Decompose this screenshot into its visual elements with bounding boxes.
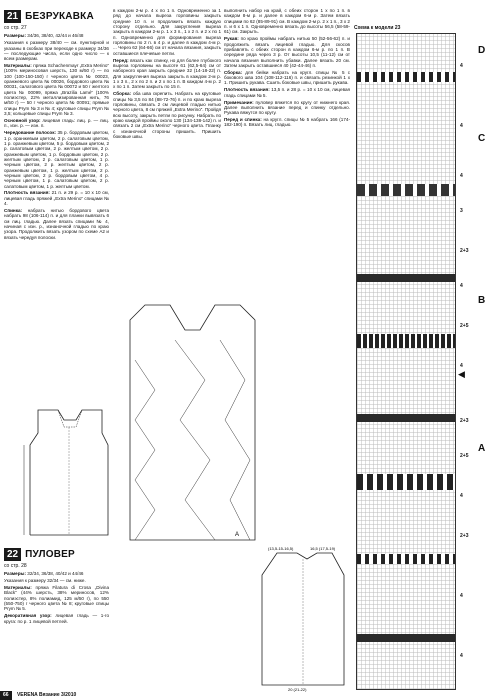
row-mark: 4 [460,493,463,499]
see-page: со стр. 27 [4,25,27,31]
column-2 [113,8,221,141]
chart-band [357,72,455,82]
sleeve-paragraph: Рукав: по краю проймы набрать нитью 50 (52-56-62) п. и продолжить вязать лицевой гладью. Для скосов прибавлять с обеих сторон в каждом 6-м р. по 1 п. В середине ряда через 3 р. От высоты 10,5 (11-12) см от начала вязания выполнить убавки. Далее вязать 20 см. Затем закрыть оставшиеся 40 (42-44-46) п. [224,36,351,68]
chart-letter: C [478,133,486,144]
front-paragraph: Перед: вязать как спинку, но для более глубокого выреза горловины на высоте 61 (62,5-64) см от наборного края закрыть средние 32 (14-18-22) п. Для закругления выреза закрыть в каждом 2-м р. 1 x 3 п., 2 x по 2 п. и 2 x по 1 п. В каждом 4-м р. 2 x по 1 п. Затем закрыть по 15 п. [113,57,221,90]
row-mark: 4 [460,593,463,599]
pattern-outline [130,305,255,540]
row-mark: 2+3 [460,248,469,254]
stripes-paragraph: Чередование полосок: 35 р. бордовым цветом, 1 р. оранжевым цветом, 2 р. салатовым цветом, 1 р. оранжевым цветом, 5 р. бордовым цветом, 2 р. салатовым цветом, 2 р. желтым цветом, 2 р. оранжевым цветом, 1 р. бордовым цветом, 2 р. желтым цветом, 2 р. салатовым цветом, 1 р. черным цветом, 2 р. желтым цветом, 2 р. оранжевым цветом, 1 р. желтым цветом, 2 р. черным цветом, 2 р. бордовым цветом, 4 р. черным цветом, 1 р. салатовым цветом, 2 р. салатовым цветом, 1 р. желтым цветом. [4,130,110,189]
dim-top-2: 16,5 (17,5-19) [310,546,336,551]
row-mark: 4 [460,173,463,179]
row-mark: 4 [460,283,463,289]
section-header-22 [4,548,109,561]
zigzag-3 [220,340,250,540]
dim-top: (13,5-15-16,5) [268,546,294,551]
chart-band [357,184,455,196]
figure-label-a: A [235,532,240,538]
assembly-paragraph: Сборка: оба шва скрепить. Набрать на круговые спицы № 3,5 по 84 (88-72-76) п. и по краю выреза горловины, связать 2 см лицевой гладью нитью черного цвета, 8 см пряжей „Extra Merino“. Пройдя всю высоту, закрыть петли по рисунку. Набрать по краю каждой проймы около 130 (134-138-142) п. и связать 2 см „Extra Merino“ черного цвета. Планку с изнаночной стороны пришить. Пришить боковые швы. [113,91,221,139]
chart-title: Схема к модели 23 [354,25,401,31]
chart-row-marks [458,33,488,688]
chart-letter: D [478,45,486,56]
see-page: со стр. 28 [4,563,27,569]
column-1 [4,0,109,242]
row-mark: 2+5 [460,323,469,329]
dim-bottom: 20 (21-22) [288,687,307,692]
page-number: 66 [0,691,12,700]
chart-band [357,474,455,490]
intro-paragraph: Указания к размеру 38/40 — см. пунктирной и указаны в скобках при переходе к размеру 34/36 — последующие числа, если одно число — к всем размерам. [4,40,109,62]
stripe-pattern-diagram [125,300,260,545]
row-mark: 4 [460,653,463,659]
chart-letter: A [478,443,486,454]
magazine-name: VERENA Вязание 3/2010 [16,692,77,698]
zigzag-2 [175,340,215,540]
row-mark: 2+3 [460,418,469,424]
section-number: 21 [4,10,21,23]
footer [0,691,489,700]
section-22 [4,548,109,625]
chart-band [357,334,455,348]
density-paragraph: Плотность вязания: 21 п. и 29 р. = 10 x 10 см, лицевая гладь пряжей „Extra Merino“ спицами № 4. [4,190,109,207]
chart-letter: B [478,295,486,306]
section-title: ПУЛОВЕР [25,549,75,560]
decor-paragraph: Декоративная узор: лицевая гладь — 1-го круга: по р. 1 лицевой петлей. [4,613,109,624]
pullover-schematic [232,545,352,693]
assembly-paragraph: Сборка: для бейки набрать на кругл. спицы № 5 с бокового шва 104 (108-112-116) п. и связать резинкой 1 x 1. Пришить рукава. Сшить боковые швы, пришить рукава. [224,69,350,86]
row-mark: 4 [460,363,463,369]
section-22-body [4,564,109,624]
knitting-chart [356,33,456,690]
section-number: 22 [4,548,21,561]
vest-schematic [20,405,110,540]
section-title: БЕЗРУКАВКА [25,10,94,22]
hint-paragraph: Примечание: пуловер вяжется по кругу от нижнего края. Далее выполнить вязание перед и спинку отдельно. Рукава вяжутся по кругу. [224,99,350,116]
column-3 [224,8,350,129]
chart-band [357,414,455,422]
density-paragraph: Плотность вязания: 13,5 п. и 28 р. = 10 x 10 см, лицевая гладь спицами № 5. [224,87,350,98]
chart-band [357,274,455,282]
chart-title-block [354,24,487,33]
row-mark: 3 [460,208,463,214]
row-mark: 2+5 [460,453,469,459]
materials-paragraph: Материалы: пряжа Schachenmayr „Extra Merino“ (100% мериносовая шерсть, 130 м/50 г) — по 100 (100-150-150) г черного цвета № 00023, оранжевого цвета № 00026, бордового цвета № 00031, салатового цвета № 00072 и 50 г желтого цвета № 00099, пряжа „Brazilia Lamé“ (100% полиэстер, 22% металлизированная нить, 76 м/50 г) — 50 г черного цвета № 00091; прямые спицы Prym № 3 и № 4; круговые спицы Prym № 3,5; кольцевые спицы Prym № 3. [4,63,109,117]
basic-pattern-paragraph: Основной узор: лицевая гладь: лиц. р. — лиц. п., изн. р. — изн. п. [4,118,109,129]
row-mark: 2+3 [460,533,469,539]
sizes-paragraph: Размеры: 34/36, 38/40, 42/44 и 46/48 [4,33,84,39]
row-mark: 4 [460,123,463,129]
materials-paragraph: Материалы: пряжа Filatura di Crosa „Divina Black“ (44% шерсть, 38% мериносов, 12% полиэстер, 8% полиамид, 125 м/50 г), по 550 (550-750) г черного цвета № 8; круговые спицы Prym № 5. [4,585,109,612]
row-mark: 4 [460,63,463,69]
intro-paragraph: Указания к размеру 32/34 — см. ниже. [4,578,86,584]
arrow-left-icon: ◀ [458,369,465,379]
section-header-21 [4,10,109,23]
back-paragraph: Спинка: набрать нитью бордового цвета набрать 98 (106-114) п. и для планки вывязать 6 см лиц. гладью. Далее вязать спицами № 4, начиная с изн. р., изнаночной гладью по краю узора. Продолжить вязать узором по схеме А2 и вязать чередуя полоски. [4,208,109,240]
chart-band [357,634,455,642]
col2-paragraph-1: в каждом 2-м р. 4 x по 1 п. Одновременно за 1 ряд до начала выреза горловины закрыть средние 10 п. и продолжить вязать каждую сторону отдельно. Для закругления выреза закрыть в каждом 2-м р. 1 x 3 п., 1 x 2 п. и 2 x по 1 п. Одновременно для формирования выреза горловины по 2 п. в 4 р. и далее в каждом 4-м р. ... Через 62 (64-66) см от начала вязания, закрыть оставшиеся плечевые петли. [113,8,221,56]
zigzag-1 [135,360,155,540]
neck-dash [58,410,82,427]
col3-paragraph-1: выполнить набор на край, с обеих сторон 1 x по 1 п. в каждом 8-м р. и далее в каждом 6-м р. Затем вязать спицами по 62 (85-89-91) см. В каждом 2-м р. 2 x 1 п., 3 x 2 п. и 6 x 1 п. Одновременно вязать до высоты 56,5 (58-59-61) см. Закрыть. [224,8,350,35]
chart-band [357,554,455,564]
sizes-paragraph: Размеры: 32/34, 36/38, 40/42 и 44/46 [4,571,84,577]
body-paragraph: Перед и спинка: на кругл. спицы № 5 набрать 166 (174-182-190) п. Вязать лиц. гладью. [224,117,351,128]
